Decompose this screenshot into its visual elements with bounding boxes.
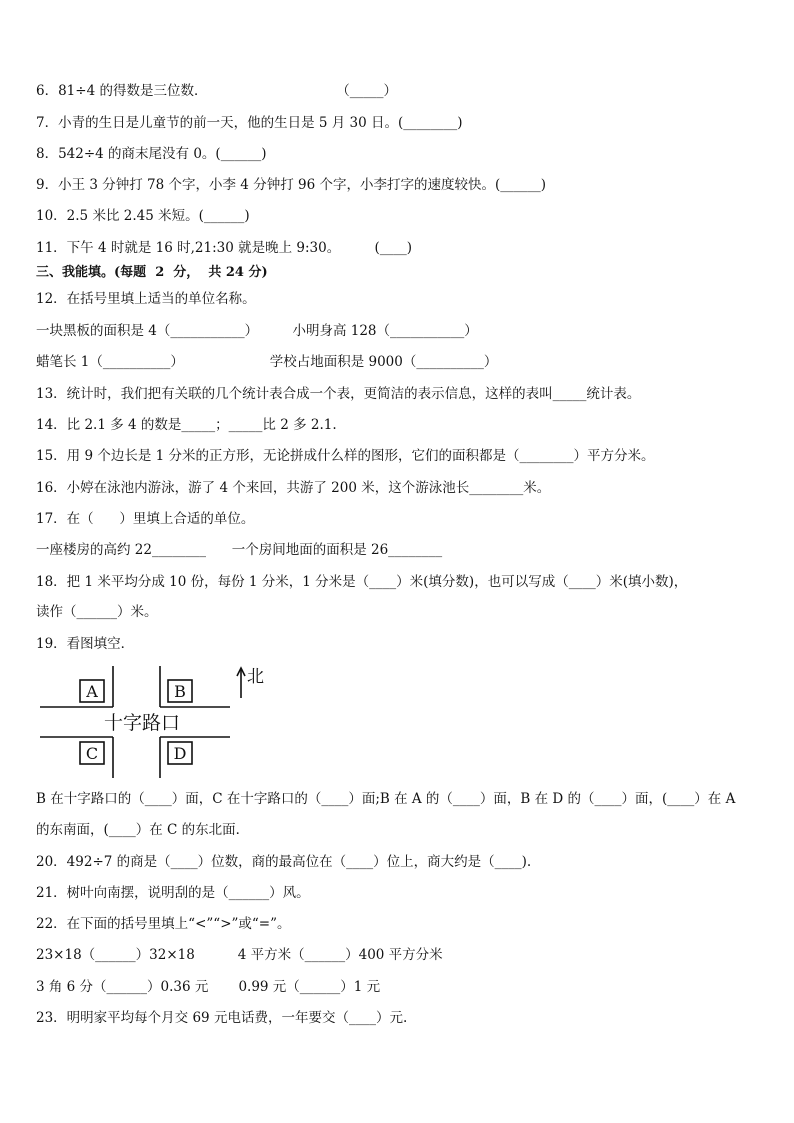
label-a: A: [86, 682, 98, 701]
question-21: 21．树叶向南摆，说明刮的是（______）风。: [36, 885, 310, 901]
section-3-heading: 三、我能填。(每题 2 分， 共 24 分): [36, 265, 268, 280]
question-19-line-1: B 在十字路口的（____）面，C 在十字路口的（____）面;B 在 A 的（____）面，B 在 D 的（____）面，(____）在 A: [36, 791, 736, 807]
question-23: 23．明明家平均每个月交 69 元电话费，一年要交（____）元.: [36, 1010, 408, 1026]
question-22-row-1: 23×18（______）32×18 4 平方米（______）400 平方分米: [36, 947, 443, 963]
label-b: B: [174, 682, 186, 701]
question-11: 11．下午 4 时就是 16 时,21:30 就是晚上 9:30。 (____): [36, 240, 413, 256]
question-22-row-2: 3 角 6 分（______）0.36 元 0.99 元（______）1 元: [36, 979, 381, 995]
question-19: 19．看图填空．: [36, 636, 135, 652]
question-9: 9．小王 3 分钟打 78 个字，小李 4 分钟打 96 个字，小李打字的速度较快。(______): [36, 177, 546, 193]
question-17-row-1: 一座楼房的高约 22________ 一个房间地面的面积是 26________: [36, 542, 443, 558]
question-20: 20．492÷7 的商是（____）位数，商的最高位在（____）位上，商大约是（____).: [36, 854, 532, 870]
crossroad-label: 十字路口: [103, 712, 181, 734]
question-12-row-2: 蜡笔长 1（__________） 学校占地面积是 9000（__________）: [36, 354, 498, 370]
question-15: 15．用 9 个边长是 1 分米的正方形，无论拼成什么样的图形，它们的面积都是（________）平方分米。: [36, 448, 655, 464]
question-7: 7．小青的生日是儿童节的前一天，他的生日是 5 月 30 日。(________): [36, 115, 463, 131]
question-19-line-2: 的东南面，(____）在 C 的东北面．: [36, 822, 250, 838]
question-12: 12．在括号里填上适当的单位名称。: [36, 291, 256, 307]
label-d: D: [173, 744, 187, 763]
question-6: 6．81÷4 的得数是三位数． （_____）: [36, 83, 397, 99]
question-18-line-1: 18．把 1 米平均分成 10 份，每份 1 分米，1 分米是（____）米(填分数)，也可以写成（____）米(填小数)，: [36, 574, 688, 590]
question-8: 8．542÷4 的商末尾没有 0。(______): [36, 146, 267, 162]
question-10: 10．2.5 米比 2.45 米短。(______): [36, 208, 250, 224]
question-16: 16．小婷在泳池内游泳，游了 4 个来回，共游了 200 米，这个游泳池长________米。: [36, 480, 551, 496]
question-14: 14．比 2.1 多 4 的数是_____；_____比 2 多 2.1.: [36, 417, 337, 433]
label-c: C: [85, 744, 99, 763]
question-13: 13．统计时，我们把有关联的几个统计表合成一个表，更简洁的表示信息，这样的表叫_____统计表。: [36, 386, 641, 402]
crossroad-map: [40, 662, 280, 780]
question-12-row-1: 一块黑板的面积是 4（___________） 小明身高 128（___________）: [36, 323, 478, 339]
question-22: 22．在下面的括号里填上“<”“>”或“=”。: [36, 916, 291, 932]
question-17: 17．在（ ）里填上合适的单位。: [36, 511, 255, 527]
question-18-line-2: 读作（______）米。: [36, 604, 158, 620]
north-label: 北: [247, 667, 264, 687]
